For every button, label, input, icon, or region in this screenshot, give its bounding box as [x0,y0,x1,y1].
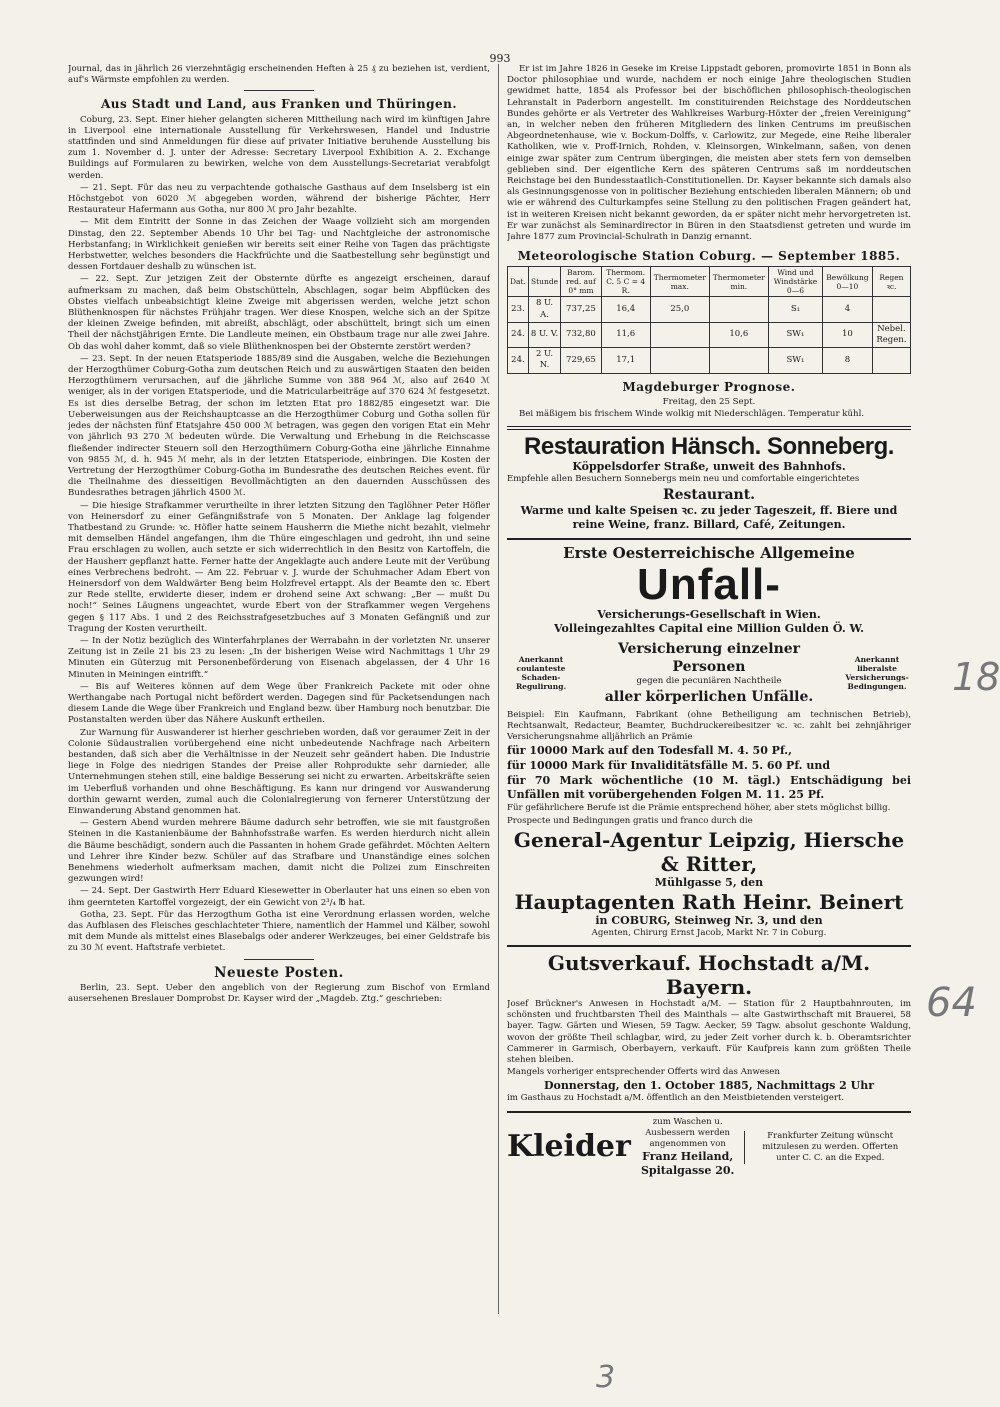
table-cell: 16,4 [601,297,650,322]
ad-center-line: gegen die pecuniären Nachtheile [636,676,782,687]
table-header-row [508,267,911,297]
ad-word: Restaurant. [662,487,756,504]
ad-line: Volleingezahltes Capital eine Million Gulden Ö. W. [554,622,864,636]
ad-price: für 70 Mark wöchentliche (10 M. tägl.) Entschädigung bei Unfällen mit vorübergehenden Folgen M. 11. 25 Pf. [507,774,911,802]
ad-title: Kleider [507,1129,631,1165]
table-cell: 737,25 [561,297,601,322]
ad-center-line: aller körperlichen Unfälle. [604,688,814,705]
divider [244,959,314,960]
table-cell: Nebel. Regen. [872,322,910,347]
ad-price: für 10000 Mark für Invaliditätsfälle M. 5. 60 Pf. und [507,759,831,773]
ad-price: für 10000 Mark auf den Todesfall M. 4. 50 Pf., [507,744,792,758]
ad-agency: General-Agentur Leipzig, Hiersche & Ritter, [513,827,905,876]
ad-agency-line: Mühlgasse 5, den [654,875,764,889]
margin-mark: 18 [952,655,1000,699]
table-cell [650,322,709,347]
ad-side-right: Anerkannt liberalste Versicherungs-Bedingungen. [845,655,909,692]
article-paragraph: Zur Warnung für Auswanderer ist hierher geschrieben worden, daß vor geraumer Zeit in der Colonie Südaustralien vorübergehend eine nicht unbedeutende Nachfrage nach Arbeitern bestanden, daß sich aber die Verhältnisse in der Neuzeit sehr geändert haben. Die Industrie liege in Folge des niedrigen Standes der Preise aller Rohprodukte sehr darnieder, alle Unternehmungen stehen still, eine baldige Besserung sei nicht zu erwarten. Arbeitskräfte seien im Ueberfluß vorhanden und ohne Beschäftigung. Es kann nur dringend vor Auswanderung dorthin gewarnt werden, zumal auch die Colonialregierung von fernerer Unterstützung der Einwanderung Abstand genommen hat. [68,727,490,816]
weather-table [507,266,911,373]
ad-text: im Gasthaus zu Hochstadt a/M. öffentlich an den Meistbietenden versteigert. [507,1093,845,1104]
ad-insurance [507,538,911,938]
neueste-paragraph: Berlin, 23. Sept. Ueber den angeblich von der Regierung zum Bischof von Ermland ausersehenen Breslauer Domprobst Dr. Kayser wird der „Magdeb. Ztg.“ geschrieben: [68,982,490,1005]
ad-frankfurter: Frankfurter Zeitung wünscht mitzulesen zu werden. Offerten unter C. C. an die Exped. [744,1131,911,1164]
ad-text: Beispiel: Ein Kaufmann, Fabrikant (ohne Betheiligung am technischen Betrieb), Rechtsanwalt, Redacteur, Beamter, Buchdruckereibesitzer ꝛc. ꝛc. zahlt bei zehnjähriger Versicherungsnahme alljährlich an Prämie [507,709,911,743]
ad-kleider [507,1111,911,1178]
weather-heading: Meteorologische Station Coburg. — September 1885. [517,249,901,264]
column-rule [498,64,499,1314]
column-header: Regen ꝛc. [872,267,910,297]
ad-agent: Hauptagenten Rath Heinr. Beinert [514,889,904,914]
page-number: 993 [489,52,511,65]
ad-agent-line: in COBURG, Steinweg Nr. 3, und den [595,913,823,927]
column-header: Dat. [508,267,529,297]
table-cell: 10 [823,322,873,347]
ad-gutsverkauf [507,945,911,1105]
article-paragraph: — Gestern Abend wurden mehrere Bäume dadurch sehr betroffen, wie sie mit faustgroßen Steinen in die Kastanienbäume der Bahnhofsstraße warfen. Es werden hierdurch nicht allein die Bäume beschädigt, sondern auch die Passanten in hohem Grade gefährdet. Möchten Aeltern und Lehrer ihre Kinder bezw. Schüler auf das Strafbare und Unanständige eines solchen Benehmens wiederholt aufmerksam machen, damit nicht die Polizei zum Einschreiten gezwungen wird! [68,818,490,885]
margin-mark: 3 [596,1360,616,1395]
ad-text: zum Waschen u. Ausbessern werden angenommen von [645,1116,731,1149]
table-cell: 732,80 [561,322,601,347]
ad-center [581,640,837,705]
column-header: Thermometer min. [709,267,768,297]
column-header: Thermom. C. 5 C = 4 R. [601,267,650,297]
table-row [508,297,911,322]
column-header: Stunde [528,267,560,297]
article-paragraph: — 24. Sept. Der Gastwirth Herr Eduard Kiesewetter in Oberlauter hat uns einen so eben von ihm geernteten Kartoffel vorgezeigt, der ein Gewicht von 2³/₄ ℔ hat. [68,886,490,908]
ad-title: Unfall- [637,560,781,610]
prognose-heading: Magdeburger Prognose. [622,379,796,394]
ad-text: Empfehle allen Besuchern Sonnebergs mein neu und comfortable eingerichtetes [507,474,860,485]
margin-mark: 64 [926,980,977,1026]
article-paragraph: Gotha, 23. Sept. Für das Herzogthum Gotha ist eine Verordnung erlassen worden, welche das Aufblasen des Fleisches geschlachteter Thiere, namentlich der Hammel und Kälber, sowohl mit dem Munde als mittelst eines Blasebalgs oder anderer Werkzeuges, bei einer Geldstrafe bis zu 30 ℳ event. Haftstrafe verbietet. [68,909,490,954]
article-paragraph: — 23. Sept. In der neuen Etatsperiode 1885/89 sind die Ausgaben, welche die Beziehungen der Herzogthümer Coburg-Gotha zum deutschen Reich und zu auswärtigen Staaten den beiden Herzogthümern verursachen, auf die jährliche Summe von 388 964 ℳ, also auf 2640 ℳ weniger, als in der vorigen Etatsperiode, und die Matricularbeiträge auf 370 624 ℳ festgesetzt. Es ist dies derselbe Betrag, der schon im letzten Etat pro 1882/85 eingesetzt war. Die Ueberweisungen aus der Reichshauptcasse an die Herzogthümer Coburg und Gotha sollen für jedes der nächsten fünf Etatsjahre 450 000 ℳ betragen, was gegen den vorigen Etat ein Mehr von jährlich 93 270 ℳ bedeuten würde. Die Verwaltung und Erhebung in die Reichscasse fließender indirecter Steuern soll den Herzogthümern Coburg-Gotha eine jährliche Einnahme von 9855 ℳ, d. h. 945 ℳ mehr, als in der letzten Etatsperiode, einbringen. Die Kosten der Vertretung der Herzogthümer Coburg-Gotha im Bundesrathe des deutschen Reiches event. für die Theilnahme des diesseitigen Bevollmächtigten an den dauernden Ausschüssen des Bundesrathes betragen jährlich 4500 ℳ. [68,353,490,499]
ad-text: Für gefährlichere Berufe ist die Prämie entsprechend höher, aber stets möglichst billig. [507,803,891,814]
table-cell: 24. [508,348,529,373]
column-header: Thermometer max. [650,267,709,297]
ad-line: Erste Oesterreichische Allgemeine [563,544,855,563]
right-column [507,64,911,1314]
prognose-text: Bei mäßigem bis frischem Winde wolkig mit Niederschlägen. Temperatur kühl. [519,409,865,420]
ad-line: Versicherungs-Gesellschaft in Wien. [597,608,821,622]
table-cell: 11,6 [601,322,650,347]
ad-title: Gutsverkauf. Hochstadt a/M. Bayern. [547,950,871,999]
ad-insurance-row [507,640,911,705]
article-paragraph: — Die hiesige Strafkammer verurtheilte in ihrer letzten Sitzung den Taglöhner Peter Höfler von Heinersdorf zu einer Gefängnißstrafe von 5 Monaten. Der Anklage lag folgender Thatbestand zu Grunde: ꝛc. Höfler hatte seinem Hausherrn die Miethe nicht bezahlt, vielmehr mit demselben Händel angefangen, ihm die Thüre eingeschlagen und gedroht, ihn und seine Frau erschlagen zu wollen, auch setzte er sich widerrechtlich in den Besitz von Kartoffeln, die der Hausherr gepflanzt hatte. Ferner hatte der Angeklagte auch andere Leute mit der Verübung eines Verbrechens bedroht. — Am 22. Februar v. J. wurde der Schuhmacher Adam Ebert von Heinersdorf von dem Waldwärter Beng beim Holzfrevel ertappt. Als der Beamte den ꝛc. Ebert zur Rede stellte, erwiderte dieser, indem er drohend seine Axt schwang: „Ber — mußt Du noch!“ Seines Läugnens ungeachtet, wurde Ebert von der Strafkammer wegen Vergehens gegen § 117 Abs. 1 und 2 des Reichsstrafgesetzbuches auf 3 Monaten Gefängniß und zur Tragung der Kosten verurtheilt. [68,500,490,634]
table-cell: SW₁ [768,348,822,373]
table-cell: 8 U. V. [528,322,560,347]
table-cell: 24. [508,322,529,347]
ad-name: Franz Heiland, Spitalgasse 20. [640,1149,735,1177]
article-paragraph: — 21. Sept. Für das neu zu verpachtende gothaische Gasthaus auf dem Inselsberg ist ein Höchstgebot von 6020 ℳ abgegeben worden, während der bisherige Pächter, Herr Restaurateur Hafermann aus Gotha, nur 800 ℳ pro Jahr bezahlte. [68,182,490,216]
article-paragraph: Er ist im Jahre 1826 in Geseke im Kreise Lippstadt geboren, promovirte 1851 in Bonn als Doctor philosophiae und wurde, nachdem er noch einige Jahre theologischen Studien gewidmet hatte, 1854 als Professor bei der bischöflichen philosophisch-theologischen Lehranstalt in Paderborn angestellt. Im constituirenden Reichstage des Norddeutschen Bundes gehörte er als Vertreter des Wahlkreises Warburg-Höxter der „freien Vereinigung“ an, in welcher neben den früheren Mitgliedern des linken Centrums im preußischen Abgeordnetenhause, wie v. Bockum-Dolffs, v. Carlowitz, zur Megede, eine Reihe liberaler Katholiken, wie v. Proff-Irnich, Rohden, v. Kleinsorgen, Winkelmann, saßen, von denen einige zwar später zum Centrum übergingen, die meisten aber stets fern von demselben geblieben sind. Der eigentliche Kern des späteren Centrums saß im norddeutschen Reichstage bei den Bundesstaatlich-Constitutionellen. Dr. Kayser bekannte sich damals also als Gesinnungsgenosse von in politischer Beziehung entschieden liberalen Männern; ob und wie er während des Culturkampfes seine Stellung zu den politischen Fragen geändert hat, ist in weiteren Kreisen nicht bekannt geworden, da er später nicht mehr hervorgetreten ist. Er war zunächst als Seminardirector in Büren in den Staatsdienst getreten und wurde im Jahre 1877 zum Provincial-Schulrath in Danzig ernannt. [507,64,911,243]
ad-text: Josef Brückner's Anwesen in Hochstadt a/M. — Station für 2 Hauptbahnrouten, im schönsten und fruchtbarsten Theil des Mainthals — alte Gastwirthschaft mit Brauerei, 58 bayer. Tagw. Gärten und Wiesen, 59 Tagw. Aecker, 59 Tagw. absolut geschonte Waldung, wovon der größte Theil schlagbar, wird, zu jeder Zeit vorher durch k. b. Oberamtsrichter Cammerer in Garmisch, Oberbayern, verkauft. Für Kaufpreis kann zum größten Theile stehen bleiben. [507,998,911,1065]
table-cell [872,348,910,373]
table-cell: 4 [823,297,873,322]
ad-center-line: Versicherung einzelner Personen [617,641,801,676]
ad-date: Donnerstag, den 1. October 1885, Nachmittags 2 Uhr [543,1079,875,1093]
table-cell: 25,0 [650,297,709,322]
table-cell: S₁ [768,297,822,322]
left-column [68,64,490,1384]
column-header: Wind und Windstärke 0—6 [768,267,822,297]
table-cell: 23. [508,297,529,322]
column-header: Bewölkung 0—10 [823,267,873,297]
table-cell: 729,65 [561,348,601,373]
table-cell [709,348,768,373]
table-cell: 2 U. N. [528,348,560,373]
section-heading: Aus Stadt und Land, aus Franken und Thüringen. [100,97,458,112]
ad-subtitle: Köppelsdorfer Straße, unweit des Bahnhofs. [572,460,846,474]
column-header: Barom. red. auf 0° mm [561,267,601,297]
ad-side-left: Anerkannt coulanteste Schaden-Regulirung. [515,655,567,692]
table-cell: 17,1 [601,348,650,373]
table-cell [872,297,910,322]
ad-text: Mangels vorheriger entsprechender Offerts wird das Anwesen [507,1067,780,1078]
neueste-heading: Neueste Posten. [214,964,344,981]
table-row [508,348,911,373]
table-cell [709,297,768,322]
divider [244,90,314,91]
table-cell: 8 U. A. [528,297,560,322]
article-paragraph: — Mit dem Eintritt der Sonne in das Zeichen der Waage vollzieht sich am morgenden Dinstag, den 22. September Abends 10 Uhr bei Tag- und Nachtgleiche der astronomische Herbstanfang; in Wirklichkeit genießen wir bereits seit einer Reihe von Tagen das prächtigste Herbstwetter, welches besonders die Hackfrüchte und die Saatbestellung sehr begünstigt und dessen Fortdauer deshalb zu wünschen ist. [68,217,490,273]
ad-kleider-text [637,1117,739,1178]
article-paragraph: — In der Notiz bezüglich des Winterfahrplanes der Werrabahn in der vorletzten Nr. unserer Zeitung ist in Zeile 21 bis 23 zu lesen: „In der bisherigen Weise wird Nachmittags 1 Uhr 29 Minuten ein Güterzug mit Personenbeförderung von Eisenach abgelassen, der 4 Uhr 16 Minuten in Meiningen eintrifft.“ [68,635,490,680]
article-paragraph: — Bis auf Weiteres können auf dem Wege über Frankreich Packete mit oder ohne Werthangabe nach Portugal nicht befördert werden. Dagegen sind für Packetsendungen nach diesem Lande die Wege über Frankreich und England bezw. über Hamburg noch benutzbar. Die Postanstalten werden über das Nähere Auskunft ertheilen. [68,681,490,726]
article-paragraph: — 22. Sept. Zur jetzigen Zeit der Obsternte dürfte es angezeigt erscheinen, darauf aufmerksam zu machen, daß beim Obstschütteln, Abschlagen, sogar beim Abpflücken des Obstes vielfach unbeabsichtigt kleine Zweige mit abgerissen werden, welche jetzt schon Blüthenknospen für nächstes Frühjahr tragen. Wer diese Knospen, welche sich an der Spitze der kleinen Zweige befinden, mit abreißt, abschlägt, oder abschüttelt, bringt sich um einen Theil der nächstjährigen Ernte. Die Landleute meinen, ein Obstbaum trage nur alle zwei Jahre. Ob das wohl daher kommt, daß so viele Blüthenknospen bei der Obsternte zerstört werden? [68,274,490,352]
ad-restauration [507,426,911,532]
table-cell [650,348,709,373]
ad-text: Prospecte und Bedingungen gratis und franco durch die [507,815,753,826]
ad-agent-line: Agenten, Chirurg Ernst Jacob, Markt Nr. 7 in Coburg. [591,927,827,938]
prognose-date: Freitag, den 25 Sept. [662,396,756,407]
article-paragraph: Coburg, 23. Sept. Einer hieher gelangten sicheren Mittheilung nach wird im künftigen Jahre in Liverpool eine internationale Ausstellung für Verkehrswesen, Handel und Industrie stattfinden und sind Anmeldungen für diese auf privater Initiative beruhende Ausstellung bis zum 1. November d. J. unter der Adresse: Secretary Liverpool Exhibition A. 2. Exchange Buildings auf Formularen zu bewirken, welche von dem Ausstellungs-Secretariat verabfolgt werden. [68,114,490,181]
table-cell: 8 [823,348,873,373]
ad-title: Restauration Hänsch. Sonneberg. [524,433,894,461]
ad-kleider-row [507,1117,911,1178]
intro-paragraph: Journal, das in jährlich 26 vierzehntägig erscheinenden Heften à 25 ₰ zu beziehen ist, verdient, auf's Wärmste empfohlen zu werden. [68,64,490,86]
table-cell: SW₁ [768,322,822,347]
table-cell: 10,6 [709,322,768,347]
table-row [508,322,911,347]
ad-offer: Warme und kalte Speisen ꝛc. zu jeder Tageszeit, ff. Biere und reine Weine, franz. Billard, Café, Zeitungen. [520,504,898,532]
